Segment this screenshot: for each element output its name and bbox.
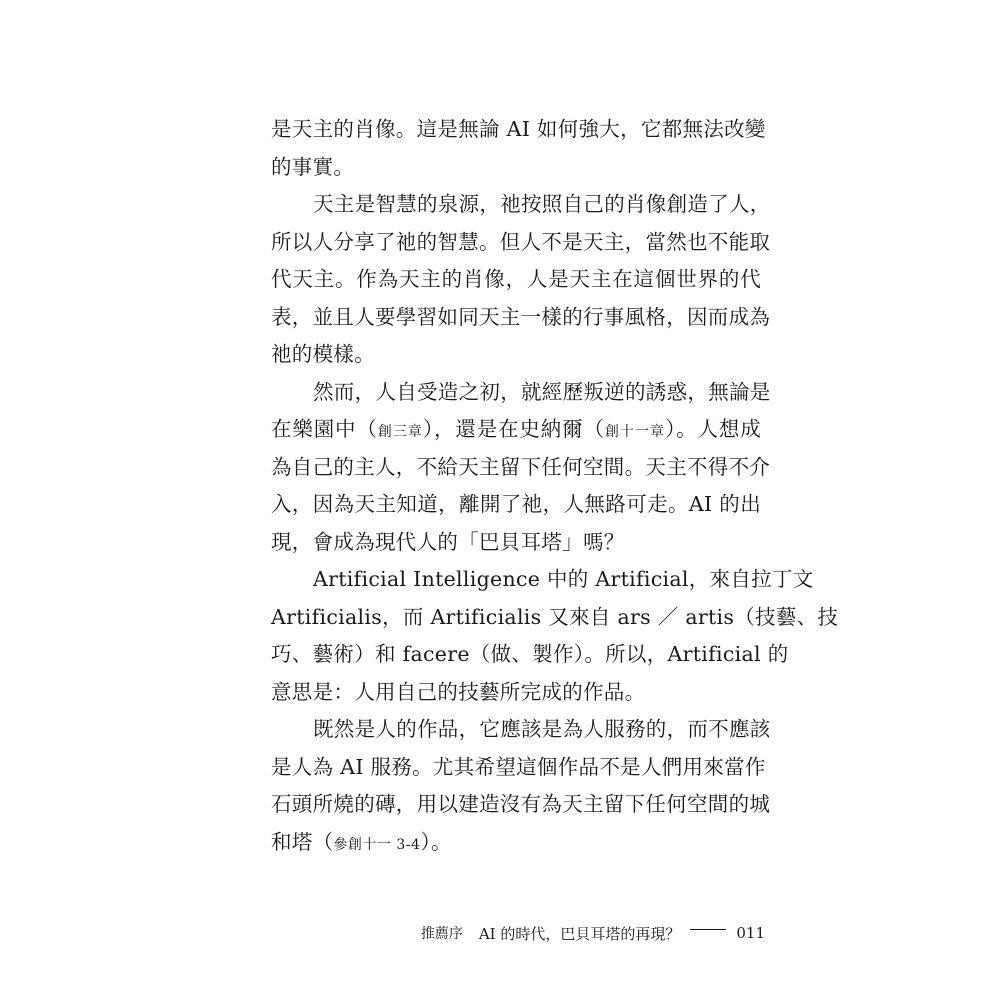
text-line: 是人為 AI 服務。尤其希望這個作品不是人們用來當作 <box>271 755 766 779</box>
footer-rule <box>690 929 726 930</box>
text-line: Artificialis，而 Artificialis 又來自 ars ／ artis（技藝、技 <box>271 605 839 629</box>
text-line: 入，因為天主知道，離開了祂，人無路可走。AI 的出 <box>271 492 761 516</box>
text-line: 現，會成為現代人的「巴貝耳塔」嗎？ <box>271 530 625 554</box>
footer-section-label: 推薦序 <box>420 926 463 942</box>
text-line: 意思是：人用自己的技藝所完成的作品。 <box>271 680 646 704</box>
text-line: 表，並且人要學習如同天主一樣的行事風格，因而成為 <box>271 305 771 329</box>
text-line: 是天主的肖像。這是無論 AI 如何強大，它都無法改變 <box>271 117 766 141</box>
paragraph-first-line: 天主是智慧的泉源，祂按照自己的肖像創造了人， <box>313 192 771 216</box>
text-line: 在樂園中（創三章），還是在史納爾（創十一章）。人想成 <box>271 417 762 441</box>
paragraph-first-line: 既然是人的作品，它應該是為人服務的，而不應該 <box>313 717 771 741</box>
scripture-reference: 參創十一 3-4 <box>333 837 421 853</box>
footer-chapter-title: AI 的時代，巴貝耳塔的再現？ <box>478 924 681 943</box>
paragraph-first-line: 然而，人自受造之初，就經歷叛逆的誘惑，無論是 <box>313 380 771 404</box>
scripture-reference: 創三章 <box>377 424 423 440</box>
running-footer <box>420 918 765 948</box>
text-line: 巧、藝術）和 facere（做、製作）。所以，Artificial 的 <box>271 642 789 666</box>
scripture-reference: 創十一章 <box>604 424 666 440</box>
text-line: 為自己的主人，不給天主留下任何空間。天主不得不介 <box>271 455 771 479</box>
page-number: 011 <box>736 924 765 942</box>
text-line: 代天主。作為天主的肖像，人是天主在這個世界的代 <box>271 267 761 291</box>
text-line: 祂的模樣。 <box>271 342 375 366</box>
text-line: 石頭所燒的磚，用以建造沒有為天主留下任何空間的城 <box>271 792 771 816</box>
paragraph-first-line: Artificial Intelligence 中的 Artificial，來自拉丁文 <box>313 567 814 591</box>
text-line: 和塔（參創十一 3-4）。 <box>271 830 452 854</box>
text-line: 的事實。 <box>271 155 355 179</box>
text-line: 所以人分享了祂的智慧。但人不是天主，當然也不能取 <box>271 230 771 254</box>
